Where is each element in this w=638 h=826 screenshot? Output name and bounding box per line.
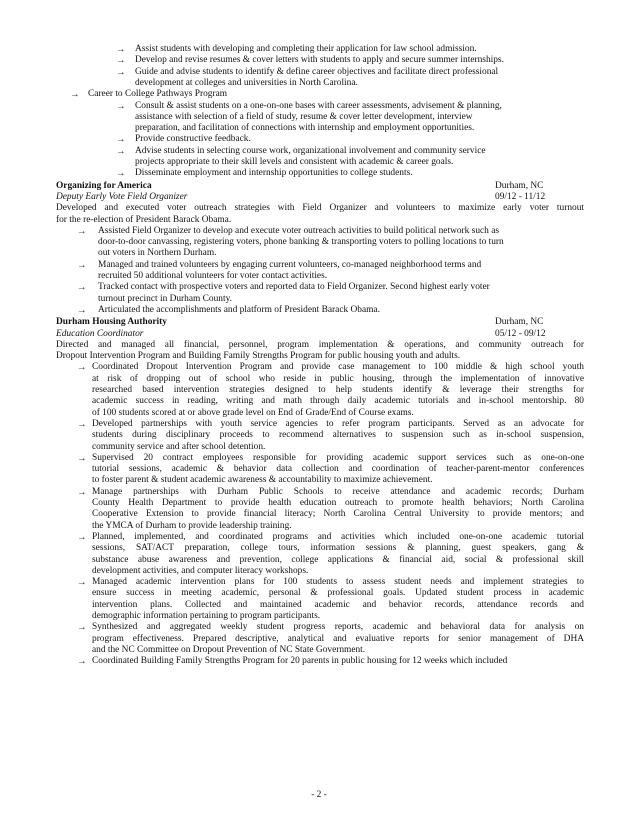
arrow-bullet-icon: → [116, 100, 126, 112]
bullet-text: County Health Department to provide health education outreach to promote health behaviors; North Carolina [92, 498, 584, 508]
bullet-text: Synthesized and aggregated weekly student progress reports, academic and behavioral data for analysis on [92, 622, 584, 633]
bullet-text: Managed and trained volunteers by engaging current volunteers, co-managed neighborhood terms and [98, 259, 482, 270]
bullet-text: Planned, implemented, and coordinated programs and activities which included one-on-one academic tutorial [92, 531, 584, 542]
arrow-bullet-icon: → [77, 304, 87, 316]
bullet-text: Coordinated Dropout Intervention Program and provide case management to 100 middle & high school youth [92, 362, 584, 373]
bullet-text: Disseminate employment and internship opportunities to college students. [135, 168, 413, 179]
arrow-bullet-icon: → [77, 577, 87, 589]
bullet-text: turnout precinct in Durham County. [98, 293, 233, 304]
bullet-text: assistance with selection of a field of study, resume & cover letter development, interview [135, 111, 473, 122]
arrow-bullet-icon: → [77, 531, 87, 543]
bullet-text: substance abuse awareness and prevention, college applications & financial aid, social & professional skill [92, 554, 584, 565]
bullet-text: and the NC Committee on Dropout Prevention of NC State Government. [92, 644, 366, 655]
arrow-bullet-icon: → [116, 55, 126, 67]
bullet-text: Developed partnerships with youth service agencies to refer program participants. Served as an advocate for [92, 418, 584, 429]
bullet-text: preparation, and facilitation of connections with internship and employment opportunities. [135, 123, 475, 134]
bullet-text: tutorial sessions, academic & behavior data collection and coordination of teacher-parent-mentor conferences [92, 464, 584, 475]
bullet-text: development at colleges and universities in North Carolina. [135, 77, 358, 88]
job-location: Durham, NC [495, 180, 544, 191]
bullet-text: to foster parent & student academic awareness & accountability to maximize achievement. [92, 475, 433, 486]
bullet-text: Tracked contact with prospective voters and reported data to Field Organizer. Second highest early voter [98, 282, 490, 293]
bullet-text: Assisted Field Organizer to develop and execute voter outreach activities to build political network such as [98, 225, 500, 236]
arrow-bullet-icon: → [77, 225, 87, 237]
program-title: Career to College Pathways Program [88, 89, 228, 100]
arrow-bullet-icon: → [77, 362, 87, 374]
bullet-text: Consult & assist students on a one-on-one bases with career assessments, advisement & planning, [135, 100, 502, 111]
bullet-text: projects appropriate to their skill levels and consistent with academic & career goals. [135, 157, 454, 167]
bullet-text: researched based intervention strategies designed to help students identify & leverage their strengths for [92, 385, 584, 395]
job-location: Durham, NC [495, 317, 544, 328]
bullet-text: Supervised 20 contract employees responsible for providing academic support services such as one-on-one [92, 452, 584, 463]
job-dates: 05/12 - 09/12 [495, 328, 546, 339]
bullet-text: door-to-door canvassing, registering voters, phone banking & transporting voters to polling locations to turn [98, 237, 504, 248]
bullet-text: academic success in reading, writing and math through daily academic tutorials and in-school mentorship. 80 [92, 396, 584, 407]
employer-name: Durham Housing Authority [56, 317, 167, 328]
bullet-text: intervention plans. Collected and maintained academic and behavior records, attendance records and [92, 599, 584, 610]
job-summary: Directed and managed all financial, personnel, program implementation & operations, and community outreach for [56, 339, 584, 350]
job-summary: for the re-election of President Barack Obama. [56, 214, 232, 225]
bullet-text: students during disciplinary proceeds to recommend alternatives to suspension such as in-school suspension, [92, 430, 584, 441]
bullet-text: Cooperative Extension to provide financial literacy; North Carolina Central University to provide mentors; and [92, 509, 584, 520]
job-dates: 09/12 - 11/12 [495, 191, 546, 202]
bullet-text: recruited 50 additional volunteers for voter contact activities. [98, 271, 328, 281]
job-summary: Dropout Intervention Program and Building Family Strengths Program for public housing youth and adults. [56, 351, 461, 362]
arrow-bullet-icon: → [77, 622, 87, 634]
bullet-text: the YMCA of Durham to provide leadership training. [92, 520, 292, 531]
job-title: Deputy Early Vote Field Organizer [56, 191, 188, 202]
bullet-text: Provide constructive feedback. [135, 134, 251, 145]
employer-name: Organizing for America [56, 180, 152, 191]
job-title: Education Coordinator [56, 328, 144, 339]
arrow-bullet-icon: → [77, 452, 87, 464]
arrow-bullet-icon: → [70, 89, 80, 101]
arrow-bullet-icon: → [116, 134, 126, 146]
arrow-bullet-icon: → [77, 282, 87, 294]
bullet-text: Advise students in selecting course work, organizational involvement and community service [135, 145, 486, 156]
bullet-text: program effectiveness. Prepared descriptive, analytical and evaluative reports for senior management of DHA [92, 633, 584, 644]
arrow-bullet-icon: → [116, 66, 126, 78]
arrow-bullet-icon: → [77, 259, 87, 271]
bullet-text: Managed academic intervention plans for 100 students to assess student needs and implement strategies to [92, 577, 584, 588]
bullet-text: Develop and revise resumes & cover letters with students to apply and secure summer internships. [135, 55, 504, 66]
bullet-text: demographic information pertaining to program participants. [92, 611, 321, 621]
bullet-text: out voters in Northern Durham. [98, 248, 217, 259]
bullet-text: Manage partnerships with Durham Public Schools to receive attendance and academic records; Durham [92, 486, 584, 497]
bullet-text: community service and after school detention. [92, 441, 266, 452]
bullet-text: Assist students with developing and completing their application for law school admission. [135, 44, 477, 54]
arrow-bullet-icon: → [77, 418, 87, 430]
bullet-text: development activities, and computer literacy workshops. [92, 565, 309, 576]
bullet-text: Coordinated Building Family Strengths Program for 20 parents in public housing for 12 weeks which included [92, 656, 508, 667]
bullet-text: at risk of dropping out of school who reside in public housing, through the implementation of innovative [92, 373, 584, 384]
bullet-text: Guide and advise students to identify & define career objectives and facilitate direct professional [135, 66, 499, 77]
page-number: - 2 - [311, 790, 327, 800]
arrow-bullet-icon: → [116, 145, 126, 157]
bullet-text: of 100 students scored at or above grade level on End of Grade/End of Course exams. [92, 407, 414, 418]
arrow-bullet-icon: → [77, 656, 87, 668]
bullet-text: ensure success in meeting academic, personal & professional goals. Updated student process in academic [92, 588, 584, 599]
bullet-text: Articulated the accomplishments and platform of President Barack Obama. [98, 304, 380, 315]
arrow-bullet-icon: → [116, 44, 126, 55]
job-summary: Developed and executed voter outreach strategies with Field Organizer and volunteers to maximize early voter turnout [56, 203, 584, 214]
arrow-bullet-icon: → [116, 168, 126, 180]
bullet-text: sessions, SAT/ACT preparation, college tours, information sessions & planning, guest speakers, gang & [92, 543, 584, 554]
arrow-bullet-icon: → [77, 486, 87, 498]
